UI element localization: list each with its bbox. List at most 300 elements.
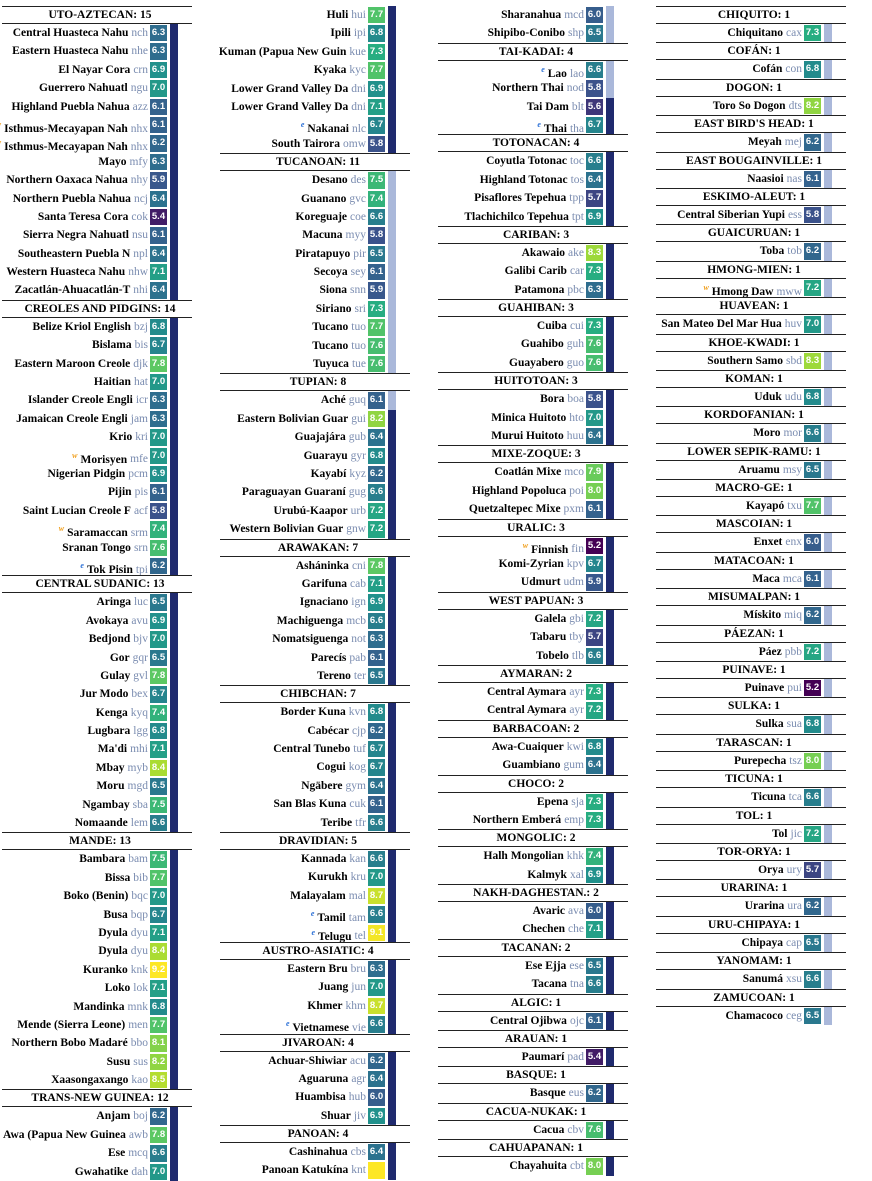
language-row <box>436 6 636 24</box>
language-name <box>312 337 366 355</box>
language-row <box>0 134 200 152</box>
language-row <box>0 979 200 997</box>
language-code: pad <box>567 1051 584 1064</box>
language-name-text: Dyula <box>98 926 128 939</box>
language-name-text: Northern Emberá <box>472 813 562 826</box>
score-cell: 6.6 <box>368 1016 385 1032</box>
indicator-bar <box>388 777 396 795</box>
score-cell: 5.9 <box>368 282 385 298</box>
language-name <box>522 1048 584 1066</box>
e-marker: e <box>541 64 545 74</box>
score-cell: 6.7 <box>368 759 385 775</box>
language-name <box>301 777 366 795</box>
language-row <box>218 116 418 134</box>
language-name <box>39 79 148 97</box>
indicator-bar <box>388 447 396 465</box>
language-name <box>515 281 584 299</box>
language-name-text: Desano <box>311 174 348 187</box>
language-code: nhe <box>131 45 148 58</box>
score-cell: 6.0 <box>368 1089 385 1105</box>
indicator-bar <box>606 171 614 189</box>
language-name <box>536 647 584 665</box>
language-code: kvn <box>348 706 366 719</box>
language-code: agr <box>351 1072 366 1085</box>
score-cell: 7.6 <box>150 540 167 556</box>
language-code: gvl <box>133 669 148 682</box>
language-row <box>436 390 636 408</box>
language-code: avu <box>131 614 148 627</box>
language-code: ngu <box>130 82 148 95</box>
family-header: URARINA: 1 <box>654 879 854 897</box>
language-name-text: Aché <box>320 394 346 407</box>
score-cell: 7.1 <box>368 99 385 115</box>
language-row <box>0 391 200 409</box>
language-row <box>436 847 636 865</box>
score-cell: 5.4 <box>150 209 167 225</box>
family-header: HUITOTOAN: 3 <box>436 372 636 390</box>
language-name <box>307 722 366 740</box>
score-cell: 8.0 <box>586 1158 603 1174</box>
language-row <box>654 24 854 42</box>
language-row <box>218 593 418 611</box>
indicator-bar <box>388 263 396 281</box>
score-cell: 5.4 <box>586 1049 603 1065</box>
indicator-bar <box>388 703 396 721</box>
indicator-bar <box>170 153 178 171</box>
family-header: HMONG-MIEN: 1 <box>654 261 854 279</box>
indicator-bar <box>824 715 832 733</box>
language-row <box>654 970 854 988</box>
score-cell: 6.1 <box>586 1013 603 1029</box>
language-name-text: Mandinka <box>73 1000 125 1013</box>
language-name-text: Quetzaltepec Mixe <box>468 503 561 516</box>
language-name <box>537 116 584 134</box>
language-name <box>286 1015 366 1033</box>
language-row <box>218 355 418 373</box>
language-code: mgd <box>127 780 148 793</box>
indicator-bar <box>388 337 396 355</box>
language-name <box>64 887 148 905</box>
language-name-text: Toba <box>759 245 785 258</box>
w-marker: w <box>72 450 78 460</box>
score-cell: 6.6 <box>586 648 603 664</box>
language-name-text: Gulay <box>100 669 131 682</box>
score-cell: 7.8 <box>150 356 167 372</box>
language-name-text: Shipibo-Conibo <box>487 27 566 40</box>
language-name <box>748 133 802 151</box>
language-code: jun <box>351 981 366 994</box>
language-name <box>533 1121 584 1139</box>
language-name <box>16 410 148 428</box>
language-code: coe <box>350 210 366 223</box>
indicator-bar <box>170 685 178 703</box>
language-row <box>218 245 418 263</box>
score-cell: 6.4 <box>150 191 167 207</box>
language-code: ese <box>569 959 584 972</box>
language-name <box>108 483 148 501</box>
language-code: gym <box>345 779 366 792</box>
language-name-text: Bora <box>540 393 565 406</box>
indicator-bar <box>170 796 178 814</box>
language-row <box>0 428 200 446</box>
indicator-bar <box>824 388 832 406</box>
family-header: KOMAN: 1 <box>654 370 854 388</box>
indicator-bar <box>170 61 178 79</box>
language-code: tha <box>569 122 584 135</box>
language-row <box>436 555 636 573</box>
score-cell: 6.3 <box>150 43 167 59</box>
indicator-bar <box>170 740 178 758</box>
score-cell: 7.7 <box>150 870 167 886</box>
language-name-text: Coyutla Totonac <box>486 155 567 168</box>
language-name-text: Avaric <box>532 905 566 918</box>
language-code: kri <box>135 431 148 444</box>
score-cell: 6.0 <box>586 903 603 919</box>
language-row <box>654 570 854 588</box>
w-marker <box>0 138 1 147</box>
language-row <box>218 98 418 116</box>
language-code: mfe <box>130 453 148 466</box>
language-row <box>0 814 200 832</box>
language-name <box>231 80 366 98</box>
language-name <box>677 206 802 224</box>
score-cell: 6.9 <box>150 62 167 78</box>
indicator-bar <box>606 811 614 829</box>
language-name <box>96 777 148 795</box>
language-row <box>0 520 200 538</box>
indicator-bar <box>388 171 396 189</box>
indicator-bar <box>388 208 396 226</box>
language-row <box>436 208 636 226</box>
score-cell: 7.2 <box>804 826 821 842</box>
language-code: vie <box>351 1021 366 1034</box>
score-cell: 6.1 <box>804 571 821 587</box>
language-row <box>436 24 636 42</box>
score-cell: 6.8 <box>150 319 167 335</box>
language-row <box>218 6 418 24</box>
language-name-text: Urubú-Kaapor <box>273 504 348 517</box>
language-name <box>316 300 366 318</box>
score-cell: 7.1 <box>150 264 167 280</box>
indicator-bar <box>606 208 614 226</box>
language-code: mco <box>564 466 584 479</box>
language-name-text: Western Huasteca Nahu <box>6 266 126 279</box>
language-code: tpt <box>571 210 584 223</box>
language-row <box>654 788 854 806</box>
language-code: kwi <box>566 740 584 753</box>
language-row <box>218 758 418 776</box>
language-code: gum <box>563 759 584 772</box>
score-cell: 6.3 <box>150 392 167 408</box>
score-cell: 6.3 <box>150 25 167 41</box>
language-row <box>218 1052 418 1070</box>
language-code: knk <box>130 963 148 976</box>
language-name <box>13 190 148 208</box>
language-row <box>0 759 200 777</box>
language-name <box>527 98 584 116</box>
language-name <box>98 740 148 758</box>
language-name-text: Machiguenga <box>276 614 344 627</box>
language-row <box>0 1144 200 1162</box>
language-code: gyr <box>350 449 366 462</box>
score-cell: 7.0 <box>368 979 385 995</box>
indicator-bar <box>170 722 178 740</box>
indicator-bar <box>606 189 614 207</box>
indicator-bar <box>824 643 832 661</box>
language-row <box>0 98 200 116</box>
language-name-text: Boko (Benin) <box>63 890 129 903</box>
language-row <box>0 226 200 244</box>
score-cell: 7.4 <box>150 705 167 721</box>
language-name <box>287 960 366 978</box>
family-header: CHOCO: 2 <box>436 775 636 793</box>
score-cell: 8.3 <box>804 353 821 369</box>
language-name <box>480 171 584 189</box>
language-row <box>218 667 418 685</box>
language-code: gug <box>348 486 366 499</box>
language-code: enx <box>785 536 802 549</box>
language-code: msy <box>782 463 802 476</box>
language-name <box>491 427 584 445</box>
indicator-bar <box>606 738 614 756</box>
language-name-text: Tol <box>771 827 788 840</box>
language-code: cbv <box>567 1123 584 1136</box>
language-name-text: Northern Bobo Madaré <box>11 1037 128 1050</box>
language-code: awb <box>128 1128 148 1141</box>
language-name-text: Garifuna <box>301 577 348 590</box>
language-name <box>541 61 584 79</box>
language-code: jic <box>790 827 802 840</box>
language-code: cni <box>351 559 366 572</box>
language-row <box>436 61 636 79</box>
score-cell: 6.5 <box>586 958 603 974</box>
language-name-text: Minica Huitoto <box>491 411 567 424</box>
family-header: MANDE: 13 <box>0 832 200 850</box>
indicator-bar <box>170 245 178 263</box>
indicator-bar <box>170 373 178 391</box>
language-name-text: Mayo <box>98 155 127 168</box>
language-code: bjv <box>133 633 148 646</box>
language-name-text: Piratapuyo <box>295 247 351 260</box>
language-name <box>726 1007 802 1025</box>
indicator-bar <box>170 649 178 667</box>
score-cell: 6.8 <box>368 448 385 464</box>
language-code: cok <box>131 210 148 223</box>
language-code: kog <box>348 761 366 774</box>
score-cell: 6.3 <box>150 154 167 170</box>
language-code: srn <box>133 541 148 554</box>
language-name <box>501 6 584 24</box>
score-cell: 7.5 <box>150 851 167 867</box>
language-code: tpi <box>135 563 148 576</box>
language-name <box>509 1157 584 1175</box>
language-name <box>23 226 148 244</box>
indicator-bar <box>388 758 396 776</box>
language-code: tob <box>787 245 802 258</box>
score-cell: 7.6 <box>586 355 603 371</box>
language-name-text: Tacana <box>531 978 567 991</box>
family-header: UTO-AZTECAN: 15 <box>0 6 200 24</box>
language-code: urb <box>350 504 366 517</box>
language-code: tuo <box>351 339 366 352</box>
score-cell: 7.3 <box>368 301 385 317</box>
language-row <box>654 279 854 297</box>
language-row <box>0 704 200 722</box>
language-row <box>0 942 200 960</box>
indicator-bar <box>388 649 396 667</box>
language-code: dts <box>788 99 802 112</box>
indicator-bar <box>170 667 178 685</box>
e-marker: e <box>310 909 315 919</box>
language-name-text: Thai <box>543 122 567 135</box>
language-name-text: Guajajára <box>294 431 346 444</box>
indicator-bar <box>388 80 396 98</box>
language-name <box>509 354 584 372</box>
language-row <box>218 171 418 189</box>
family-header: TICUNA: 1 <box>654 770 854 788</box>
language-name <box>487 683 584 701</box>
language-row <box>436 317 636 335</box>
language-name-text: Toro So Dogon <box>712 99 786 112</box>
language-row <box>218 795 418 813</box>
score-cell: 7.1 <box>150 980 167 996</box>
language-name-text: Jur Modo <box>79 688 129 701</box>
language-name <box>242 483 366 501</box>
language-code: pxm <box>563 503 584 516</box>
indicator-bar <box>388 502 396 520</box>
family-header: BARBACOAN: 2 <box>436 720 636 738</box>
indicator-bar <box>170 171 178 189</box>
score-cell: 7.2 <box>586 702 603 718</box>
indicator-bar <box>388 61 396 79</box>
language-name-text: Kyaka <box>313 64 347 77</box>
language-name-text: Ese <box>107 1147 126 1160</box>
language-name-text: Naasioi <box>747 172 784 185</box>
language-name-text: Saint Lucian Creole F <box>22 504 131 517</box>
language-name-text: Chiquitano <box>727 27 784 39</box>
language-name <box>734 752 802 770</box>
language-row <box>436 902 636 920</box>
score-cell: 6.1 <box>368 392 385 408</box>
language-name-text: Chayahuita <box>509 1160 567 1173</box>
score-cell: 6.9 <box>368 81 385 97</box>
language-name <box>105 869 148 887</box>
family-header: ARAWAKAN: 7 <box>218 539 418 557</box>
score-cell: 7.1 <box>586 921 603 937</box>
language-name-text: Guerrero Nahuatl <box>39 82 128 95</box>
family-header: CACUA-NUKAK: 1 <box>436 1103 636 1121</box>
indicator-bar <box>824 206 832 224</box>
language-name-text: Sharanahua <box>501 9 562 21</box>
family-header: ALGIC: 1 <box>436 994 636 1012</box>
score-cell: 6.4 <box>586 757 603 773</box>
language-name <box>713 97 802 115</box>
e-marker: e <box>311 927 316 937</box>
indicator-bar <box>388 997 396 1015</box>
language-row <box>0 869 200 887</box>
language-name-text: Awa-Cuaiquer <box>491 740 564 753</box>
indicator-bar <box>824 133 832 151</box>
language-name <box>312 318 366 336</box>
language-row <box>436 171 636 189</box>
language-name <box>523 537 584 555</box>
indicator-bar <box>606 463 614 481</box>
e-marker: e <box>537 119 541 129</box>
language-row <box>436 463 636 481</box>
language-name-text: Coatlán Mixe <box>494 466 562 479</box>
score-cell: 9.2 <box>150 962 167 978</box>
language-name <box>59 520 148 538</box>
score-cell: 6.1 <box>150 227 167 243</box>
language-name-text: Central Siberian Yupi <box>677 208 785 221</box>
language-row <box>654 934 854 952</box>
language-name-text: Central Huasteca Nahu <box>12 27 129 39</box>
score-cell: 6.3 <box>586 282 603 298</box>
indicator-bar <box>606 555 614 573</box>
language-code: huu <box>566 430 584 443</box>
score-cell: 6.5 <box>368 668 385 684</box>
indicator-bar <box>170 134 178 152</box>
language-code: tel <box>354 930 366 943</box>
score-cell: 8.2 <box>804 98 821 114</box>
language-name-text: Tai Dam <box>526 100 569 113</box>
score-cell: 6.4 <box>586 172 603 188</box>
language-name <box>492 738 584 756</box>
indicator-bar <box>170 263 178 281</box>
indicator-bar <box>388 557 396 575</box>
language-row <box>0 593 200 611</box>
indicator-bar <box>606 957 614 975</box>
language-name <box>491 409 584 427</box>
language-row <box>0 281 200 299</box>
language-name <box>314 61 366 79</box>
language-code: cuk <box>349 798 366 811</box>
language-name <box>312 171 366 189</box>
language-row <box>218 318 418 336</box>
language-name <box>219 43 366 61</box>
indicator-bar <box>388 1143 396 1161</box>
language-row <box>218 226 418 244</box>
language-code: ncj <box>133 192 148 205</box>
indicator-bar <box>824 315 832 333</box>
score-cell: 5.9 <box>586 574 603 590</box>
family-header: MIXE-ZOQUE: 3 <box>436 445 636 463</box>
language-row <box>436 1084 636 1102</box>
score-cell: 6.3 <box>150 411 167 427</box>
language-row <box>0 777 200 795</box>
language-row <box>654 352 854 370</box>
language-name-text: Paraguayan Guaraní <box>241 486 346 499</box>
language-name-text: Eastern Bolivian Guar <box>237 412 349 425</box>
language-name-text: Sierra Negra Nahuatl <box>22 229 130 242</box>
family-header: JIVAROAN: 4 <box>218 1034 418 1052</box>
family-header: COFÁN: 1 <box>654 42 854 60</box>
language-name-text: Puinave <box>744 682 785 695</box>
language-name <box>298 1070 366 1088</box>
language-name <box>752 570 802 588</box>
score-cell: 6.4 <box>150 282 167 298</box>
language-name <box>530 628 584 646</box>
indicator-bar <box>606 427 614 445</box>
language-name-text: Udmurt <box>520 576 561 589</box>
family-header: SULKA: 1 <box>654 697 854 715</box>
score-cell: 7.5 <box>150 797 167 813</box>
family-header: CREOLES AND PIDGINS: 14 <box>0 300 200 318</box>
indicator-bar <box>606 975 614 993</box>
language-code: sri <box>354 302 366 315</box>
score-cell: 7.8 <box>368 558 385 574</box>
language-row <box>0 355 200 373</box>
